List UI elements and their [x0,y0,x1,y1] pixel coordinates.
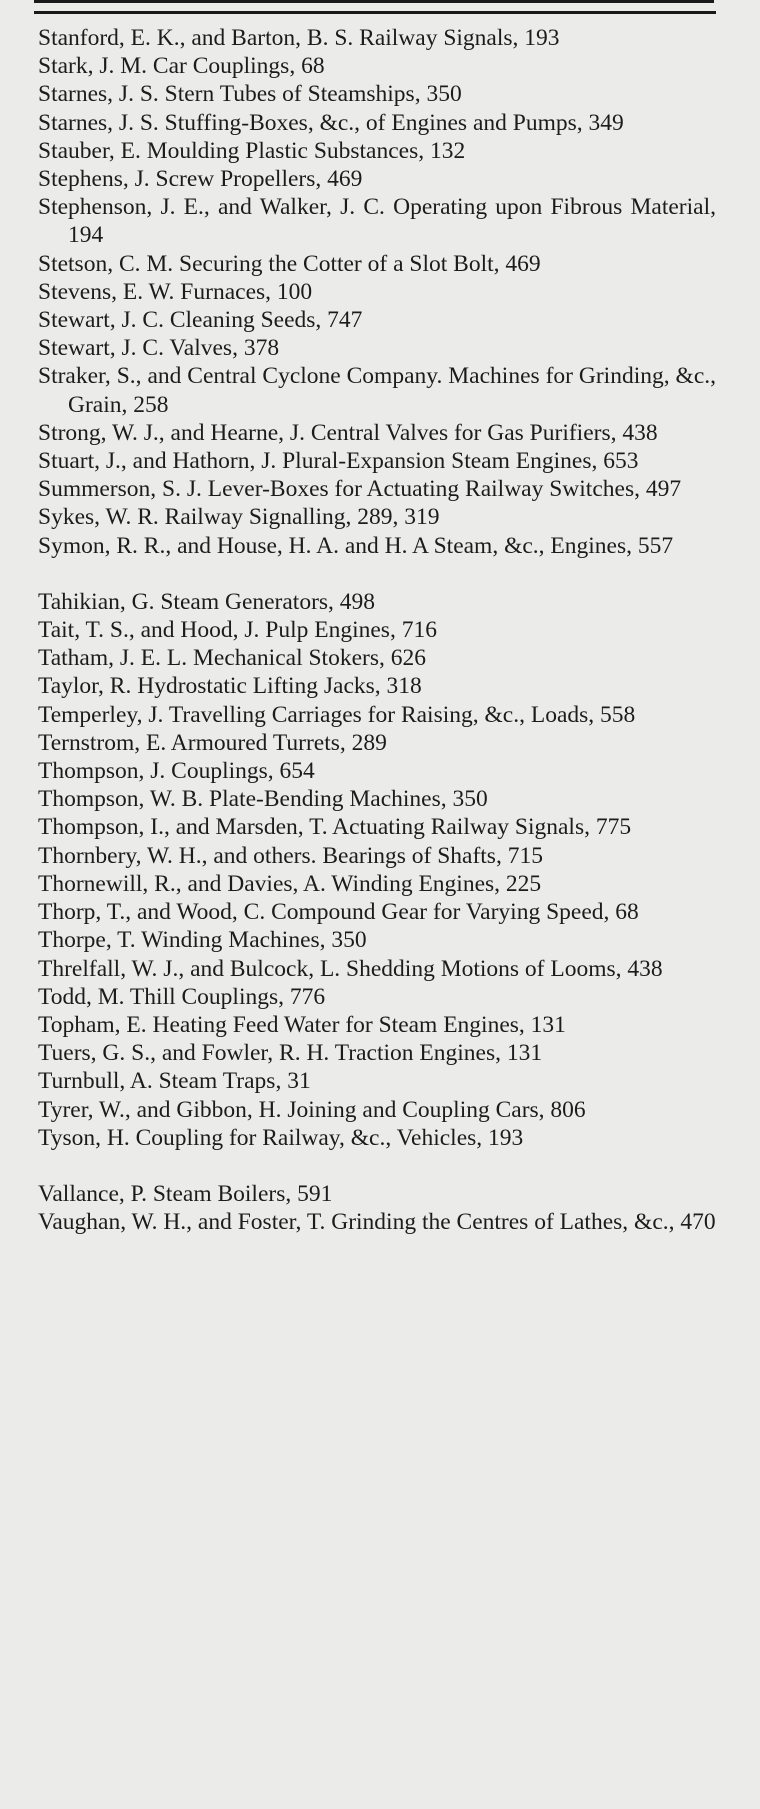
index-entry: Sykes, W. R. Railway Signalling, 289, 319 [38,504,440,531]
index-entry: Stark, J. M. Car Couplings, 68 [38,53,325,80]
index-entry: Tait, T. S., and Hood, J. Pulp Engines, 716 [38,617,437,644]
index-entry: Tyrer, W., and Gibbon, H. Joining and Coupling Cars, 806 [38,1096,586,1123]
index-entry: Strong, W. J., and Hearne, J. Central Valves for Gas Purifiers, 438 [38,419,658,446]
index-entry: Stuart, J., and Hathorn, J. Plural-Expansion Steam Engines, 653 [38,448,639,475]
index-entry: Taylor, R. Hydrostatic Lifting Jacks, 318 [38,673,422,700]
index-entry: Stewart, J. C. Valves, 378 [38,335,280,362]
index-entry: Stephens, J. Screw Propellers, 469 [38,166,363,193]
index-entry: Thorpe, T. Winding Machines, 350 [38,927,367,954]
index-entry: Summerson, S. J. Lever-Boxes for Actuating Railway Switches, 497 [38,476,682,503]
section-gap [38,1152,716,1180]
index-entry: Tatham, J. E. L. Mechanical Stokers, 626 [38,645,426,672]
index-entry: Starnes, J. S. Stern Tubes of Steamships, 350 [38,81,462,108]
index-entry: Stevens, E. W. Furnaces, 100 [38,278,313,305]
index-entry: Tahikian, G. Steam Generators, 498 [38,588,376,615]
index-entry: Thompson, I., and Marsden, T. Actuating Railway Signals, 775 [38,814,632,841]
section-s [38,24,716,560]
index-entry: Stauber, E. Moulding Plastic Substances, 132 [38,137,466,164]
index-entry: Turnbull, A. Steam Traps, 31 [38,1068,311,1095]
top-border-line [34,0,714,3]
index-entry: Ternstrom, E. Armoured Turrets, 289 [38,729,387,756]
index-entry: Thornbery, W. H., and others. Bearings of Shafts, 715 [38,842,543,869]
index-entry: Threlfall, W. J., and Bulcock, L. Shedding Motions of Looms, 438 [38,955,663,982]
index-entry: Thompson, J. Couplings, 654 [38,758,315,785]
index-page [38,24,716,1236]
index-entry: Tuers, G. S., and Fowler, R. H. Traction Engines, 131 [38,1040,543,1067]
index-entry: Straker, S., and Central Cyclone Company. Machines for Grinding, &c., Grain, 258 [38,363,716,418]
index-entry: Stetson, C. M. Securing the Cotter of a Slot Bolt, 469 [38,250,541,277]
index-entry: Stanford, E. K., and Barton, B. S. Railway Signals, 193 [38,25,560,51]
index-entry: Tyson, H. Coupling for Railway, &c., Vehicles, 193 [38,1124,524,1151]
index-entry: Symon, R. R., and House, H. A. and H. A Steam, &c., Engines, 557 [38,532,674,559]
index-entry: Stephenson, J. E., and Walker, J. C. Operating upon Fibrous Material, 194 [38,194,716,249]
index-entry: Todd, M. Thill Couplings, 776 [38,983,326,1010]
index-entry: Thompson, W. B. Plate-Bending Machines, 350 [38,786,488,813]
index-entry: Stewart, J. C. Cleaning Seeds, 747 [38,307,363,334]
section-gap [38,560,716,588]
index-entry: Thorp, T., and Wood, C. Compound Gear for Varying Speed, 68 [38,899,639,926]
section-v [38,1180,716,1236]
index-entry: Vallance, P. Steam Boilers, 591 [38,1180,333,1207]
section-t [38,588,716,1152]
index-entry: Topham, E. Heating Feed Water for Steam Engines, 131 [38,1011,566,1038]
index-entry: Temperley, J. Travelling Carriages for Raising, &c., Loads, 558 [38,701,636,728]
header-rule [34,11,716,14]
index-entry: Vaughan, W. H., and Foster, T. Grinding the Centres of Lathes, &c., 470 [38,1209,716,1236]
index-entry: Starnes, J. S. Stuffing-Boxes, &c., of Engines and Pumps, 349 [38,109,624,136]
index-entry: Thornewill, R., and Davies, A. Winding Engines, 225 [38,870,542,897]
